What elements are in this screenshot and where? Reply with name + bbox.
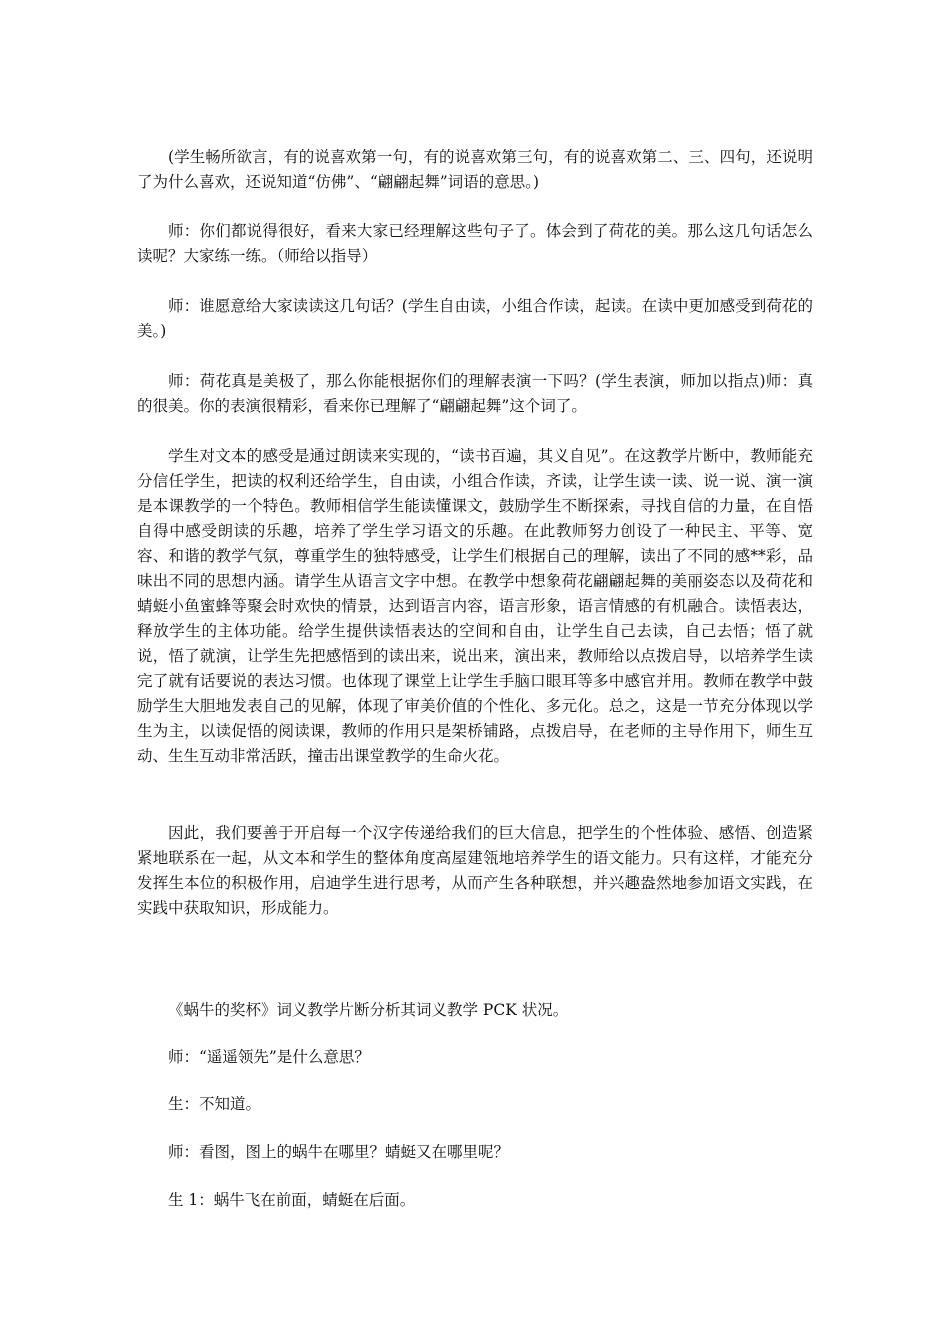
dialogue-line: 生：不知道。 (168, 1095, 262, 1113)
paragraph-teacher-guidance: 师：你们都说得很好，看来大家已经理解这些句子了。体会到了荷花的美。那么这几句话怎么读呢？大家练一练。（师给以指导） (137, 222, 813, 265)
dialogue-line: 生 1：蜗牛飞在前面，蜻蜓在后面。 (168, 1191, 416, 1209)
section-heading: 《蜗牛的奖杯》词义教学片断分析其词义教学 PCK 状况。 (168, 1001, 569, 1019)
paragraph-teacher-reading: 师：谁愿意给大家读读这几句话？(学生自由读，小组合作读，起读。在读中更加感受到荷花的美。) (137, 297, 813, 340)
paragraph-teacher-performance: 师：荷花真是美极了，那么你能根据你们的理解表演一下吗？(学生表演，师加以指点)师：真的很美。你的表演很精彩，看来你已理解了“翩翩起舞”这个词了。 (137, 372, 813, 415)
paragraph-student-response: (学生畅所欲言，有的说喜欢第一句，有的说喜欢第三句，有的说喜欢第二、三、四句，还说明了为什么喜欢，还说知道“仿佛”、“翩翩起舞”词语的意思。) (137, 148, 813, 191)
paragraph-conclusion: 因此，我们要善于开启每一个汉字传递给我们的巨大信息，把学生的个性体验、感悟、创造紧紧地联系在一起，从文本和学生的整体角度高屋建瓴地培养学生的语文能力。只有这样，才能充分发挥生本位的积极作用，启迪学生进行思考，从而产生各种联想，并兴趣盎然地参加语文实践，在实践中获取知识，形成能力。 (137, 824, 813, 917)
dialogue-line: 师：“遥遥领先”是什么意思？ (168, 1048, 370, 1066)
paragraph-analysis: 学生对文本的感受是通过朗读来实现的，“读书百遍，其义自见”。在这教学片断中，教师能充分信任学生，把读的权利还给学生，自由读，小组合作读，齐读，让学生读一读、说一说、演一演是本课教学的一个特色。教师相信学生能读懂课文，鼓励学生不断探索，寻找自信的力量，在自悟自得中感受朗读的乐趣，培养了学生学习语文的乐趣。在此教师努力创设了一种民主、平等、宽容、和谐的教学气氛，尊重学生的独特感受，让学生们根据自己的理解，读出了不同的感**彩，品味出不同的思想内涵。请学生从语言文字中想。在教学中想象荷花翩翩起舞的美丽姿态以及荷花和蜻蜓小鱼蜜蜂等聚会时欢快的情景，达到语言内容，语言形象，语言情感的有机融合。读悟表达，释放学生的主体功能。给学生提供读悟表达的空间和自由，让学生自己去读，自己去悟；悟了就说，悟了就演，让学生先把感悟到的读出来，说出来，演出来，教师给以点拨启导，以培养学生读完了就有话要说的表达习惯。也体现了课堂上让学生手脑口眼耳等多中感官并用。教师在教学中鼓励学生大胆地发表自己的见解，体现了审美价值的个性化、多元化。总之，这是一节充分体现以学生为主，以读促悟的阅读课，教师的作用只是架桥铺路，点拨启导，在老师的主导作用下，师生互动、生生互动非常活跃，撞击出课堂教学的生命火花。 (137, 447, 813, 765)
dialogue-line: 师：看图，图上的蜗牛在哪里？蜻蜓又在哪里呢？ (168, 1143, 510, 1161)
